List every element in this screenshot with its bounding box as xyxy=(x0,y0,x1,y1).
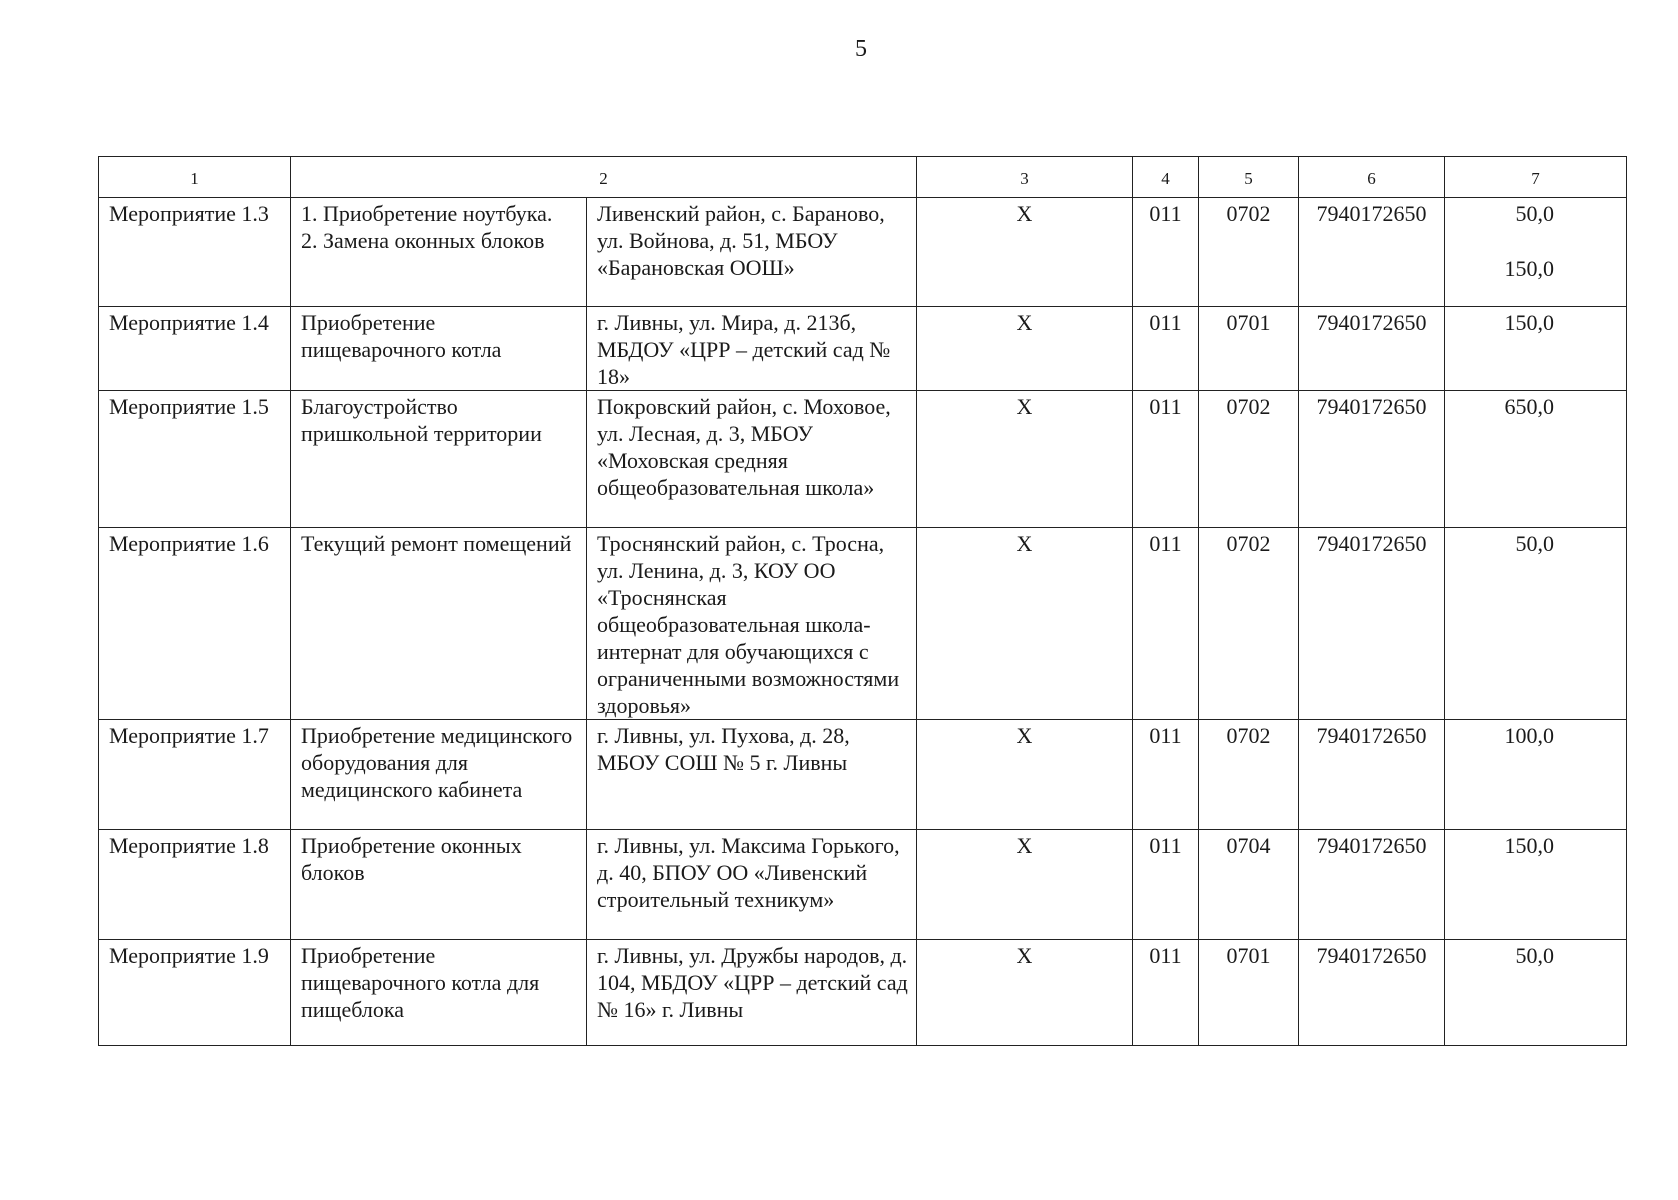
description-cell: Текущий ремонт помещений xyxy=(291,528,587,720)
action-cell: Мероприятие 1.6 xyxy=(99,528,291,720)
page-number: 5 xyxy=(855,36,867,62)
header-col-1: 1 xyxy=(99,157,291,198)
header-col-6: 6 xyxy=(1299,157,1445,198)
col3-cell: Х xyxy=(917,830,1133,940)
description-cell: Приобретение пищеварочного котла для пищеблока xyxy=(291,940,587,1046)
address-cell: Покровский район, с. Моховое, ул. Лесная, д. 3, МБОУ «Моховская средняя общеобразовательная школа» xyxy=(587,391,917,528)
col3-cell: Х xyxy=(917,307,1133,391)
col6-cell: 7940172650 xyxy=(1299,198,1445,307)
col4-cell: 011 xyxy=(1133,830,1199,940)
address-cell: г. Ливны, ул. Мира, д. 213б, МБДОУ «ЦРР – детский сад № 18» xyxy=(587,307,917,391)
table-row xyxy=(99,198,1627,307)
col5-cell: 0702 xyxy=(1199,720,1299,830)
action-cell: Мероприятие 1.8 xyxy=(99,830,291,940)
table-row xyxy=(99,830,1627,940)
header-col-7: 7 xyxy=(1445,157,1627,198)
amount-cell: 150,0 xyxy=(1445,307,1627,391)
address-cell: г. Ливны, ул. Максима Горького, д. 40, БПОУ ОО «Ливенский строительный техникум» xyxy=(587,830,917,940)
description-cell: Приобретение медицинского оборудования для медицинского кабинета xyxy=(291,720,587,830)
col5-cell: 0702 xyxy=(1199,391,1299,528)
table-row xyxy=(99,720,1627,830)
col4-cell: 011 xyxy=(1133,940,1199,1046)
description-cell: Благоустройство пришкольной территории xyxy=(291,391,587,528)
col4-cell: 011 xyxy=(1133,720,1199,830)
col5-cell: 0702 xyxy=(1199,528,1299,720)
header-col-5: 5 xyxy=(1199,157,1299,198)
amount-cell: 100,0 xyxy=(1445,720,1627,830)
action-cell: Мероприятие 1.3 xyxy=(99,198,291,307)
col3-cell: Х xyxy=(917,720,1133,830)
header-row xyxy=(99,157,1627,198)
amount-cell: 150,0 xyxy=(1445,830,1627,940)
amount-cell: 50,0 xyxy=(1445,528,1627,720)
address-cell: Троснянский район, с. Тросна, ул. Ленина, д. 3, КОУ ОО «Троснянская общеобразовательная школа-интернат для обучающихся с ограниченными возможностями здоровья» xyxy=(587,528,917,720)
table-row xyxy=(99,307,1627,391)
col6-cell: 7940172650 xyxy=(1299,528,1445,720)
address-cell: г. Ливны, ул. Дружбы народов, д. 104, МБДОУ «ЦРР – детский сад № 16» г. Ливны xyxy=(587,940,917,1046)
description-line: 2. Замена оконных блоков xyxy=(301,228,545,253)
table-row xyxy=(99,528,1627,720)
amount-cell: 650,0 xyxy=(1445,391,1627,528)
col5-cell: 0704 xyxy=(1199,830,1299,940)
col6-cell: 7940172650 xyxy=(1299,307,1445,391)
col3-cell: Х xyxy=(917,940,1133,1046)
action-cell: Мероприятие 1.9 xyxy=(99,940,291,1046)
amount-cell: 50,0 xyxy=(1445,940,1627,1046)
amount-cell xyxy=(1445,198,1627,307)
col4-cell: 011 xyxy=(1133,528,1199,720)
description-cell: Приобретение оконных блоков xyxy=(291,830,587,940)
description-cell: Приобретение пищеварочного котла xyxy=(291,307,587,391)
address-cell: г. Ливны, ул. Пухова, д. 28, МБОУ СОШ № 5 г. Ливны xyxy=(587,720,917,830)
budget-table xyxy=(98,156,1627,1046)
col6-cell: 7940172650 xyxy=(1299,391,1445,528)
address-cell: Ливенский район, с. Бараново, ул. Войнова, д. 51, МБОУ «Барановская ООШ» xyxy=(587,198,917,307)
col6-cell: 7940172650 xyxy=(1299,720,1445,830)
table-row xyxy=(99,391,1627,528)
amount-value: 150,0 xyxy=(1504,256,1554,281)
description-line: 1. Приобретение ноутбука. xyxy=(301,201,553,226)
action-cell: Мероприятие 1.5 xyxy=(99,391,291,528)
amount-value: 50,0 xyxy=(1515,201,1554,226)
table-row xyxy=(99,940,1627,1046)
col4-cell: 011 xyxy=(1133,198,1199,307)
col4-cell: 011 xyxy=(1133,307,1199,391)
header-col-3: 3 xyxy=(917,157,1133,198)
col3-cell: Х xyxy=(917,528,1133,720)
col6-cell: 7940172650 xyxy=(1299,830,1445,940)
col5-cell: 0701 xyxy=(1199,307,1299,391)
col6-cell: 7940172650 xyxy=(1299,940,1445,1046)
action-cell: Мероприятие 1.7 xyxy=(99,720,291,830)
col3-cell: Х xyxy=(917,198,1133,307)
header-col-4: 4 xyxy=(1133,157,1199,198)
col5-cell: 0702 xyxy=(1199,198,1299,307)
header-col-2: 2 xyxy=(291,157,917,198)
col5-cell: 0701 xyxy=(1199,940,1299,1046)
col3-cell: Х xyxy=(917,391,1133,528)
description-cell xyxy=(291,198,587,307)
action-cell: Мероприятие 1.4 xyxy=(99,307,291,391)
col4-cell: 011 xyxy=(1133,391,1199,528)
